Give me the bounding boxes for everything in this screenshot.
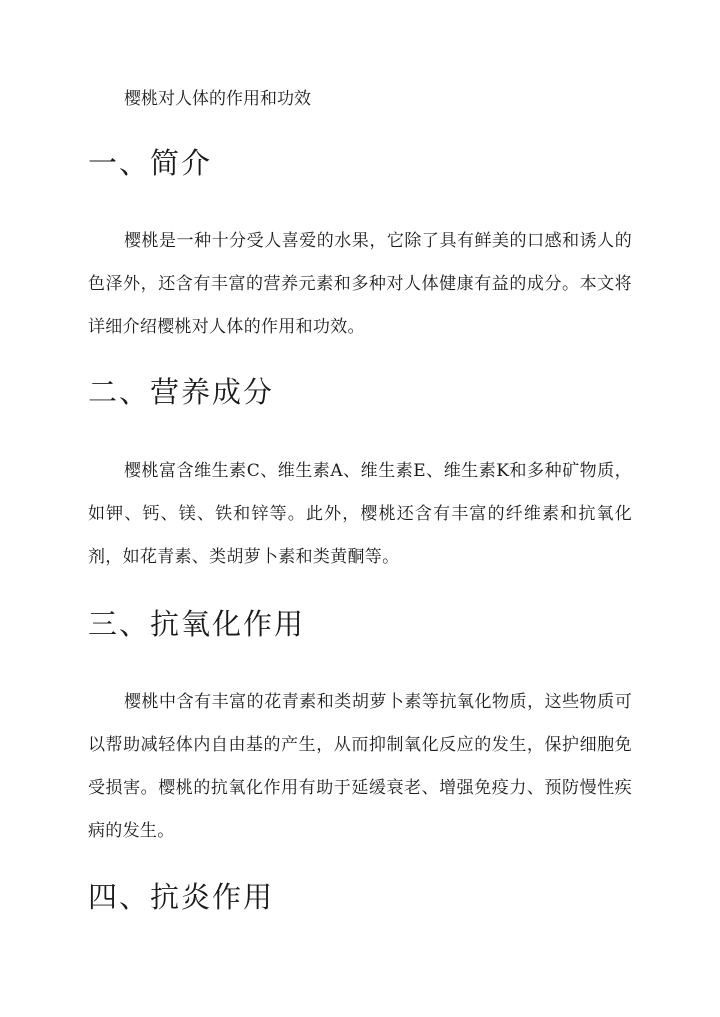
- section-paragraph-intro: 樱桃是一种十分受人喜爱的水果，它除了具有鲜美的口感和诱人的色泽外，还含有丰富的营养元素和多种对人体健康有益的成分。本文将详细介绍樱桃对人体的作用和功效。: [88, 231, 632, 337]
- section-heading-nutrition: 二、营养成分: [88, 375, 275, 409]
- section-heading-intro: 一、简介: [88, 146, 213, 180]
- section-paragraph-antioxidant: 樱桃中含有丰富的花青素和类胡萝卜素等抗氧化物质，这些物质可以帮助减轻体内自由基的产生，从而抑制氧化反应的发生，保护细胞免受损害。樱桃的抗氧化作用有助于延缓衰老、增强免疫力、预防慢性疾病的发生。: [88, 692, 632, 841]
- section-heading-anti-inflammatory: 四、抗炎作用: [88, 880, 275, 914]
- section-heading-antioxidant: 三、抗氧化作用: [88, 607, 306, 641]
- section-paragraph-nutrition: 樱桃富含维生素C、维生素A、维生素E、维生素K和多种矿物质，如钾、钙、镁、铁和锌等。此外，樱桃还含有丰富的纤维素和抗氧化剂，如花青素、类胡萝卜素和类黄酮等。: [88, 461, 632, 567]
- document-title: 樱桃对人体的作用和功效: [124, 89, 311, 109]
